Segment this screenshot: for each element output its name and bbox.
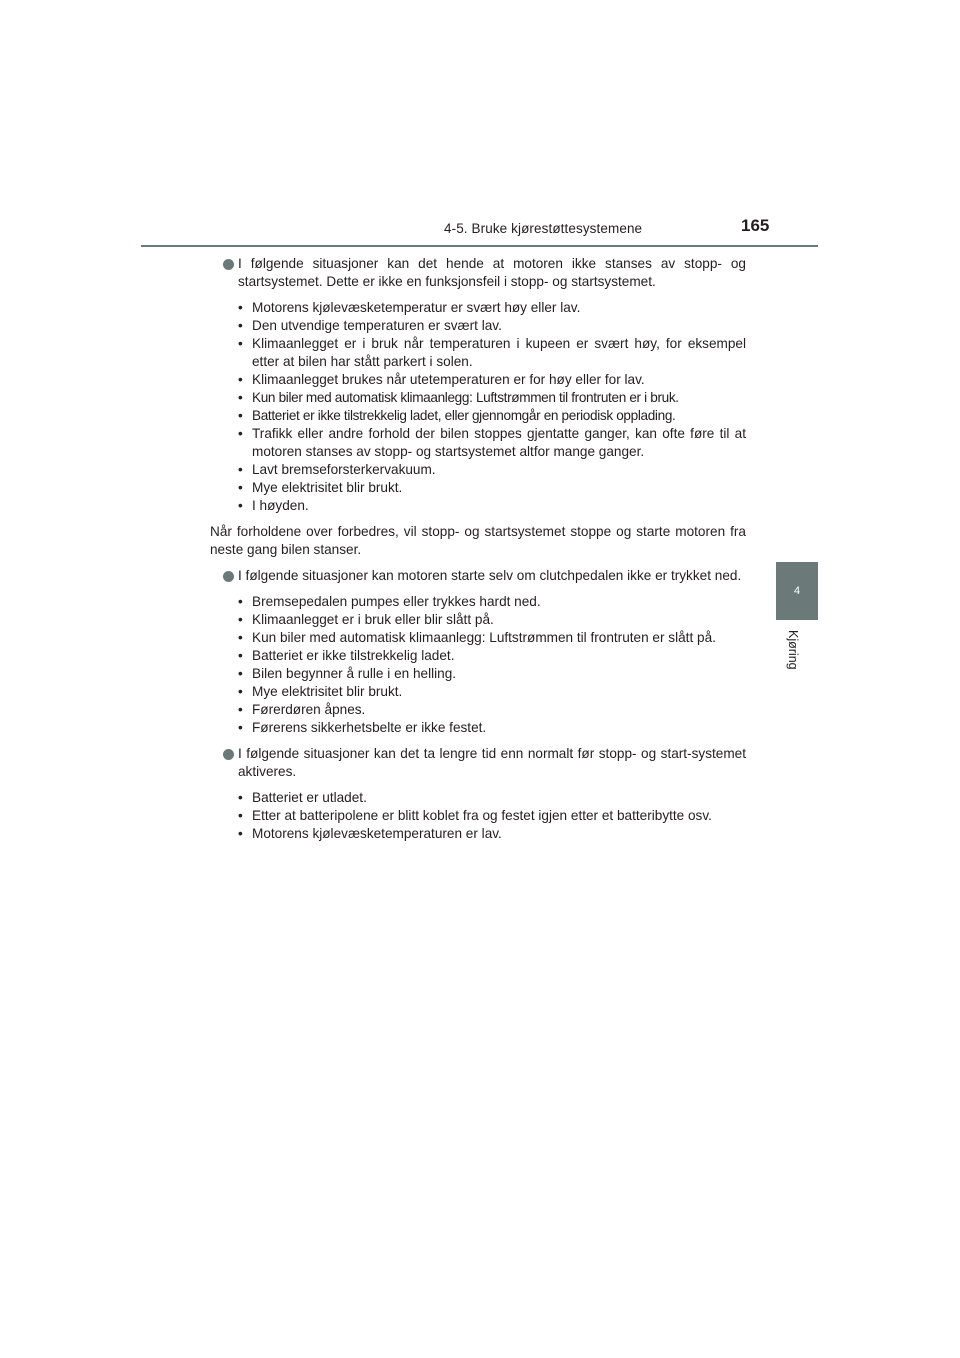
- bullet-block: [222, 745, 746, 843]
- list-item: • Klimaanlegget er i bruk eller blir slått på.: [238, 611, 746, 629]
- list-item: • Førerens sikkerhetsbelte er ikke festet.: [238, 719, 746, 737]
- list-item: • Trafikk eller andre forhold der bilen stoppes gjentatte ganger, kan ofte føre til at motoren stanses av stopp- og startsystemet altfor mange ganger.: [238, 425, 746, 461]
- list-item: • Klimaanlegget er i bruk når temperaturen i kupeen er svært høy, for eksempel etter at bilen har stått parkert i solen.: [238, 335, 746, 371]
- chapter-tab: 4: [776, 562, 818, 620]
- list-item: • Mye elektrisitet blir brukt.: [238, 683, 746, 701]
- list-item: • Kun biler med automatisk klimaanlegg: Luftstrømmen til frontruten er slått på.: [238, 629, 746, 647]
- chapter-label: Kjøring: [786, 630, 800, 670]
- note-paragraph: Når forholdene over forbedres, vil stopp- og startsystemet stoppe og starte motoren fra neste gang bilen stanser.: [210, 524, 746, 557]
- bullet-paragraph: [222, 255, 746, 291]
- sub-list: [238, 299, 746, 515]
- header-divider: [141, 245, 818, 247]
- list-item: • Førerdøren åpnes.: [238, 701, 746, 719]
- list-item: • Bremsepedalen pumpes eller trykkes hardt ned.: [238, 593, 746, 611]
- bullet-text: I følgende situasjoner kan det ta lengre tid enn normalt før stopp- og start-systemet aktiveres.: [238, 746, 746, 779]
- bullet-paragraph: [222, 567, 746, 585]
- list-item: • Bilen begynner å rulle i en helling.: [238, 665, 746, 683]
- list-item: • Kun biler med automatisk klimaanlegg: Luftstrømmen til frontruten er i bruk.: [238, 389, 746, 407]
- list-item: • Batteriet er ikke tilstrekkelig ladet.: [238, 647, 746, 665]
- list-item: • Motorens kjølevæsketemperaturen er lav.: [238, 825, 746, 843]
- sub-list: [238, 593, 746, 737]
- list-item: • Lavt bremseforsterkervakuum.: [238, 461, 746, 479]
- bullet-block: [222, 567, 746, 737]
- list-item: • Klimaanlegget brukes når utetemperaturen er for høy eller for lav.: [238, 371, 746, 389]
- bullet-dot-icon: [223, 749, 234, 760]
- bullet-text: I følgende situasjoner kan motoren starte selv om clutchpedalen ikke er trykket ned.: [238, 568, 742, 583]
- bullet-dot-icon: [223, 571, 234, 582]
- list-item: • Mye elektrisitet blir brukt.: [238, 479, 746, 497]
- bullet-paragraph: [222, 745, 746, 781]
- main-content: [210, 255, 746, 851]
- bullet-block: [222, 255, 746, 515]
- list-item: • Batteriet er ikke tilstrekkelig ladet, eller gjennomgår en periodisk opplading.: [238, 407, 746, 425]
- list-item: • Etter at batteripolene er blitt koblet fra og festet igjen etter et batteribytte osv.: [238, 807, 746, 825]
- list-item: • I høyden.: [238, 497, 746, 515]
- page-number: 165: [741, 216, 770, 235]
- list-item: • Den utvendige temperaturen er svært lav.: [238, 317, 746, 335]
- sub-list: [238, 789, 746, 843]
- bullet-dot-icon: [223, 259, 234, 270]
- list-item: • Motorens kjølevæsketemperatur er svært høy eller lav.: [238, 299, 746, 317]
- header-section-title: 4-5. Bruke kjørestøttesystemene: [444, 221, 643, 236]
- bullet-text: I følgende situasjoner kan det hende at motoren ikke stanses av stopp- og startsystemet. Dette er ikke en funksjonsfeil i stopp- og startsystemet.: [238, 256, 746, 289]
- list-item: • Batteriet er utladet.: [238, 789, 746, 807]
